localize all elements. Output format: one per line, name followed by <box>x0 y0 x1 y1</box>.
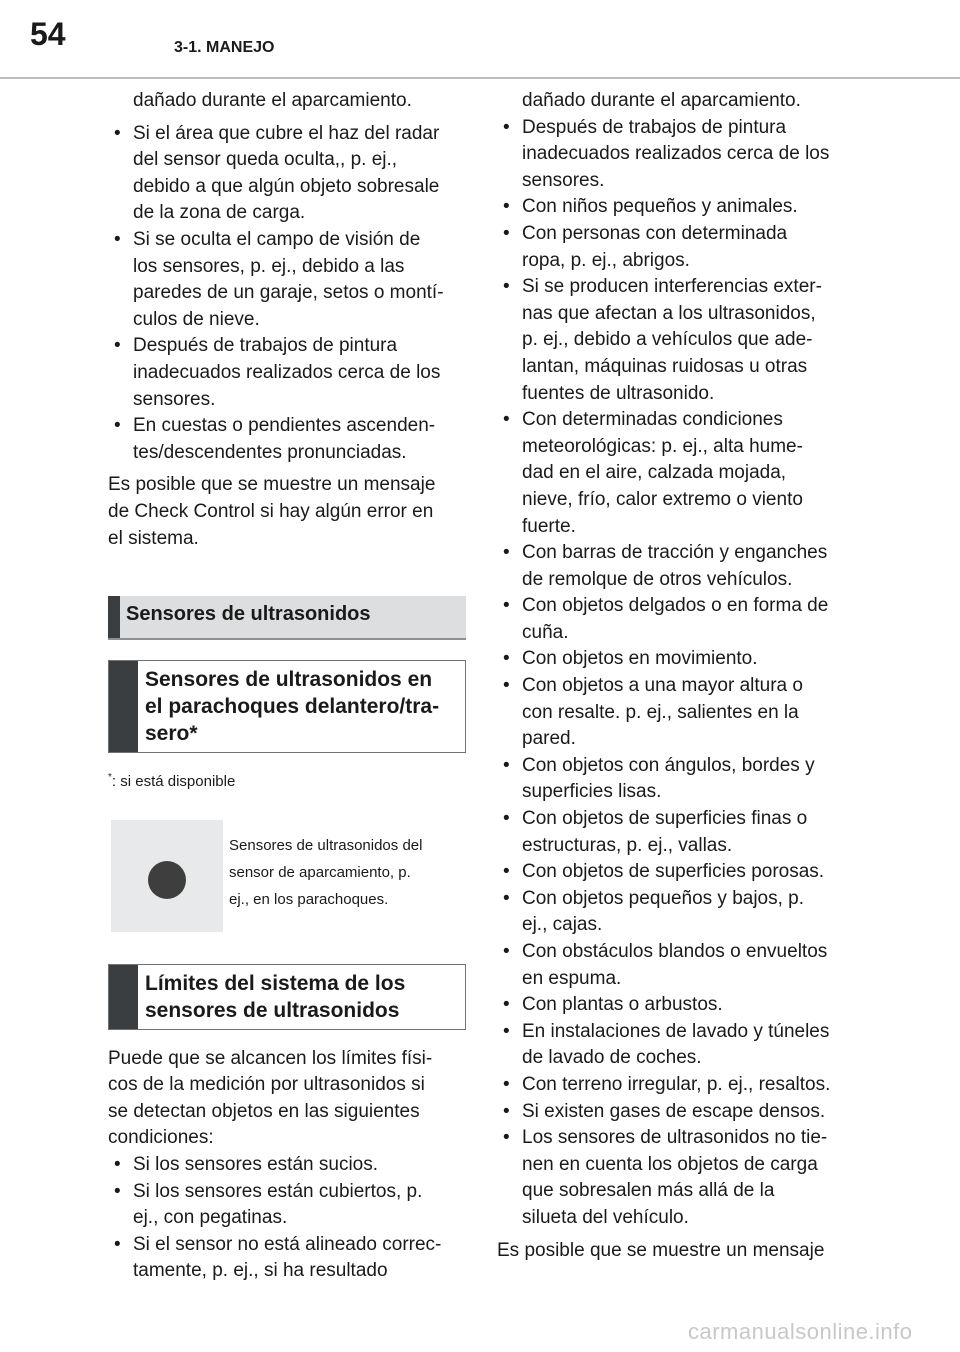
bullet-icon: • <box>503 542 510 564</box>
bullet-list <box>497 115 857 1232</box>
list-item-line: Con niños pequeños y animales. <box>522 196 798 218</box>
section-heading-label: Sensores de ultrasonidos <box>126 603 371 626</box>
bullet-icon: • <box>503 754 510 776</box>
list-item-line: en espuma. <box>522 967 622 989</box>
bullet-icon: • <box>503 222 510 244</box>
list-item-line: ej., con pegatinas. <box>133 1207 288 1229</box>
bullet-icon: • <box>114 1233 121 1255</box>
list-item-line: culos de nieve. <box>133 308 260 330</box>
footnote-mark: * <box>108 772 112 784</box>
list-item-line: nieve, frío, calor extremo o viento <box>522 488 803 510</box>
list-item-line: Si el área que cubre el haz del radar <box>133 122 440 144</box>
list-item-line: ej., cajas. <box>522 914 603 936</box>
text-line: el parachoques delantero/tra- <box>145 695 440 719</box>
list-item-line: los sensores, p. ej., debido a las <box>133 255 405 277</box>
list-item <box>497 115 857 195</box>
list-item-line: ropa, p. ej., abrigos. <box>522 249 690 271</box>
subsection-heading-sensors <box>108 660 466 753</box>
list-item <box>497 593 857 646</box>
list-item-line: sensores. <box>133 388 216 410</box>
bullet-icon: • <box>503 808 510 830</box>
list-item <box>108 413 466 466</box>
list-item-line: Los sensores de ultrasonidos no tie- <box>522 1127 828 1149</box>
list-item-line: Con plantas o arbustos. <box>522 994 723 1016</box>
list-item-line: silueta del vehículo. <box>522 1206 689 1228</box>
check-control-paragraph <box>108 472 466 552</box>
list-item-line: Con objetos de superficies finas o <box>522 808 808 830</box>
bullet-icon: • <box>503 675 510 697</box>
list-item-line: debido a que algún objeto sobresale <box>133 175 440 197</box>
list-item-line: Con personas con determinada <box>522 222 788 244</box>
text-line: cos de la medición por ultrasonidos si <box>108 1074 425 1096</box>
list-item-line: pared. <box>522 728 576 750</box>
bullet-icon: • <box>503 116 510 138</box>
list-item <box>497 753 857 806</box>
list-item-line: Con objetos en movimiento. <box>522 648 758 670</box>
list-item-line: Con objetos de superficies porosas. <box>522 861 825 883</box>
list-item <box>108 1152 466 1179</box>
bullet-icon: • <box>114 1180 121 1202</box>
list-item <box>497 939 857 992</box>
bullet-icon: • <box>503 1020 510 1042</box>
watermark: carmanualsonline.info <box>688 1319 913 1344</box>
list-item <box>497 673 857 753</box>
list-item-line: Si se oculta el campo de visión de <box>133 228 421 250</box>
list-item-line: En cuestas o pendientes ascenden- <box>133 415 436 437</box>
list-item-line: Con objetos pequeños y bajos, p. <box>522 887 805 909</box>
list-item-line: lantan, máquinas ruidosas u otras <box>522 355 808 377</box>
bullet-icon: • <box>114 415 121 437</box>
bullet-list <box>108 1152 466 1285</box>
list-item-line: superficies lisas. <box>522 781 662 803</box>
list-item-line: estructuras, p. ej., vallas. <box>522 834 733 856</box>
header-divider <box>0 77 960 79</box>
bullet-icon: • <box>503 1073 510 1095</box>
page-header <box>0 0 960 80</box>
right-column <box>497 88 857 1264</box>
list-item-line: Con objetos delgados o en forma de <box>522 595 829 617</box>
list-item-line: En instalaciones de lavado y túneles <box>522 1020 830 1042</box>
list-item <box>497 221 857 274</box>
heading-accent-block <box>109 965 138 1029</box>
list-item-line: inadecuados realizados cerca de los <box>133 361 441 383</box>
list-item <box>497 806 857 859</box>
section-heading <box>108 596 466 640</box>
list-item-line: con resalte. p. ej., salientes en la <box>522 701 799 723</box>
bullet-icon: • <box>503 409 510 431</box>
bullet-icon: • <box>503 1127 510 1149</box>
bullet-icon: • <box>503 276 510 298</box>
subsection-heading-label <box>109 965 465 1029</box>
list-item <box>497 407 857 540</box>
bullet-icon: • <box>503 196 510 218</box>
list-item <box>497 646 857 673</box>
continuation-text: dañado durante el aparcamiento. <box>522 90 801 111</box>
list-item-line: paredes de un garaje, setos o montí- <box>133 282 444 304</box>
subsection-heading-limits <box>108 964 466 1030</box>
footnote <box>108 765 466 796</box>
list-item <box>497 1125 857 1231</box>
bullet-icon: • <box>503 595 510 617</box>
heading-accent-bar <box>108 596 120 638</box>
closing-text: Es posible que se muestre un mensaje <box>497 1239 825 1261</box>
list-item <box>497 274 857 407</box>
text-line: condiciones: <box>108 1127 214 1149</box>
list-item-line: Después de trabajos de pintura <box>522 116 787 138</box>
list-item <box>108 227 466 333</box>
list-item <box>497 1099 857 1126</box>
list-item-line: fuentes de ultrasonido. <box>522 382 715 404</box>
list-item <box>108 1232 466 1285</box>
list-item-line: Si el sensor no está alineado correc- <box>133 1233 442 1255</box>
list-item-line: Si existen gases de escape densos. <box>522 1100 826 1122</box>
bullet-icon: • <box>503 994 510 1016</box>
bullet-icon: • <box>503 1100 510 1122</box>
list-item <box>497 1072 857 1099</box>
list-item-line: Con obstáculos blandos o envueltos <box>522 941 828 962</box>
list-item <box>497 886 857 939</box>
sensor-image <box>111 820 223 932</box>
bullet-icon: • <box>503 648 510 670</box>
text-line: Sensores de ultrasonidos del <box>229 836 423 854</box>
list-item <box>497 1019 857 1072</box>
list-item-line: Si los sensores están cubiertos, p. <box>133 1180 423 1202</box>
text-line: Puede que se alcancen los límites físi- <box>108 1047 433 1069</box>
list-item-line: fuerte. <box>522 515 576 537</box>
list-item <box>108 333 466 413</box>
bullet-icon: • <box>503 861 510 883</box>
list-item <box>108 121 466 227</box>
text-line: Límites del sistema de los <box>145 971 406 995</box>
list-item-line: dad en el aire, calzada mojada, <box>522 462 787 484</box>
bullet-icon: • <box>114 335 121 357</box>
list-item-line: meteorológicas: p. ej., alta hume- <box>522 435 803 457</box>
list-item-line: inadecuados realizados cerca de los <box>522 143 830 165</box>
list-item <box>497 992 857 1019</box>
list-item-line: Con barras de tracción y enganches <box>522 542 828 564</box>
list-item-line: Después de trabajos de pintura <box>133 335 398 357</box>
text-line: Es posible que se muestre un mensaje <box>108 474 436 496</box>
list-item-line: tes/descendentes pronunciadas. <box>133 441 407 463</box>
text-line: de Check Control si hay algún error en <box>108 500 434 522</box>
bullet-icon: • <box>114 1154 121 1176</box>
sensor-figure <box>108 820 466 932</box>
text-line: el sistema. <box>108 527 199 549</box>
section-title: 3-1. MANEJO <box>174 39 275 56</box>
list-item-line: tamente, p. ej., si ha resultado <box>133 1260 388 1282</box>
list-item-line: Con determinadas condiciones <box>522 409 783 431</box>
list-item-line: Si los sensores están sucios. <box>133 1154 379 1176</box>
continuation-text: dañado durante el aparcamiento. <box>133 90 412 111</box>
text-line: sensor de aparcamiento, p. <box>229 863 411 881</box>
list-item-line: Con terreno irregular, p. ej., resaltos. <box>522 1073 831 1095</box>
list-item-line: de remolque de otros vehículos. <box>522 568 793 590</box>
bullet-icon: • <box>503 941 510 962</box>
ultrasonic-sensor-icon <box>148 861 186 899</box>
figure-caption <box>229 832 422 913</box>
list-item-line: nas que afectan a los ultrasonidos, <box>522 302 816 324</box>
bullet-icon: • <box>114 122 121 144</box>
list-item-line: cuña. <box>522 621 569 643</box>
page-number: 54 <box>30 16 66 52</box>
list-item-line: Con objetos a una mayor altura o <box>522 675 803 697</box>
text-line: ej., en los parachoques. <box>229 890 389 908</box>
list-item-line: que sobresalen más allá de la <box>522 1180 775 1202</box>
limits-paragraph <box>108 1046 466 1152</box>
list-item <box>108 1179 466 1232</box>
text-line: Sensores de ultrasonidos en <box>145 668 433 692</box>
bullet-icon: • <box>114 228 121 250</box>
list-item <box>497 540 857 593</box>
list-item-line: del sensor queda oculta,, p. ej., <box>133 149 398 171</box>
text-line: sensores de ultrasonidos <box>145 998 400 1022</box>
left-column <box>108 88 466 1291</box>
list-item-line: p. ej., debido a vehículos que ade- <box>522 329 813 351</box>
text-line: sero* <box>145 722 198 746</box>
list-item-line: sensores. <box>522 169 605 191</box>
list-item <box>497 194 857 221</box>
subsection-heading-label <box>109 661 465 752</box>
footnote-text: : si está disponible <box>111 773 236 791</box>
text-line: se detectan objetos en las siguientes <box>108 1100 420 1122</box>
list-item-line: de lavado de coches. <box>522 1047 702 1069</box>
list-item-line: nen en cuenta los objetos de carga <box>522 1153 818 1175</box>
bullet-list <box>108 121 466 467</box>
list-item-line: de la zona de carga. <box>133 202 306 224</box>
list-item-line: Si se producen interferencias exter- <box>522 276 822 298</box>
list-item-line: Con objetos con ángulos, bordes y <box>522 754 815 776</box>
heading-accent-block <box>109 661 138 752</box>
list-item <box>497 859 857 886</box>
bullet-icon: • <box>503 887 510 909</box>
